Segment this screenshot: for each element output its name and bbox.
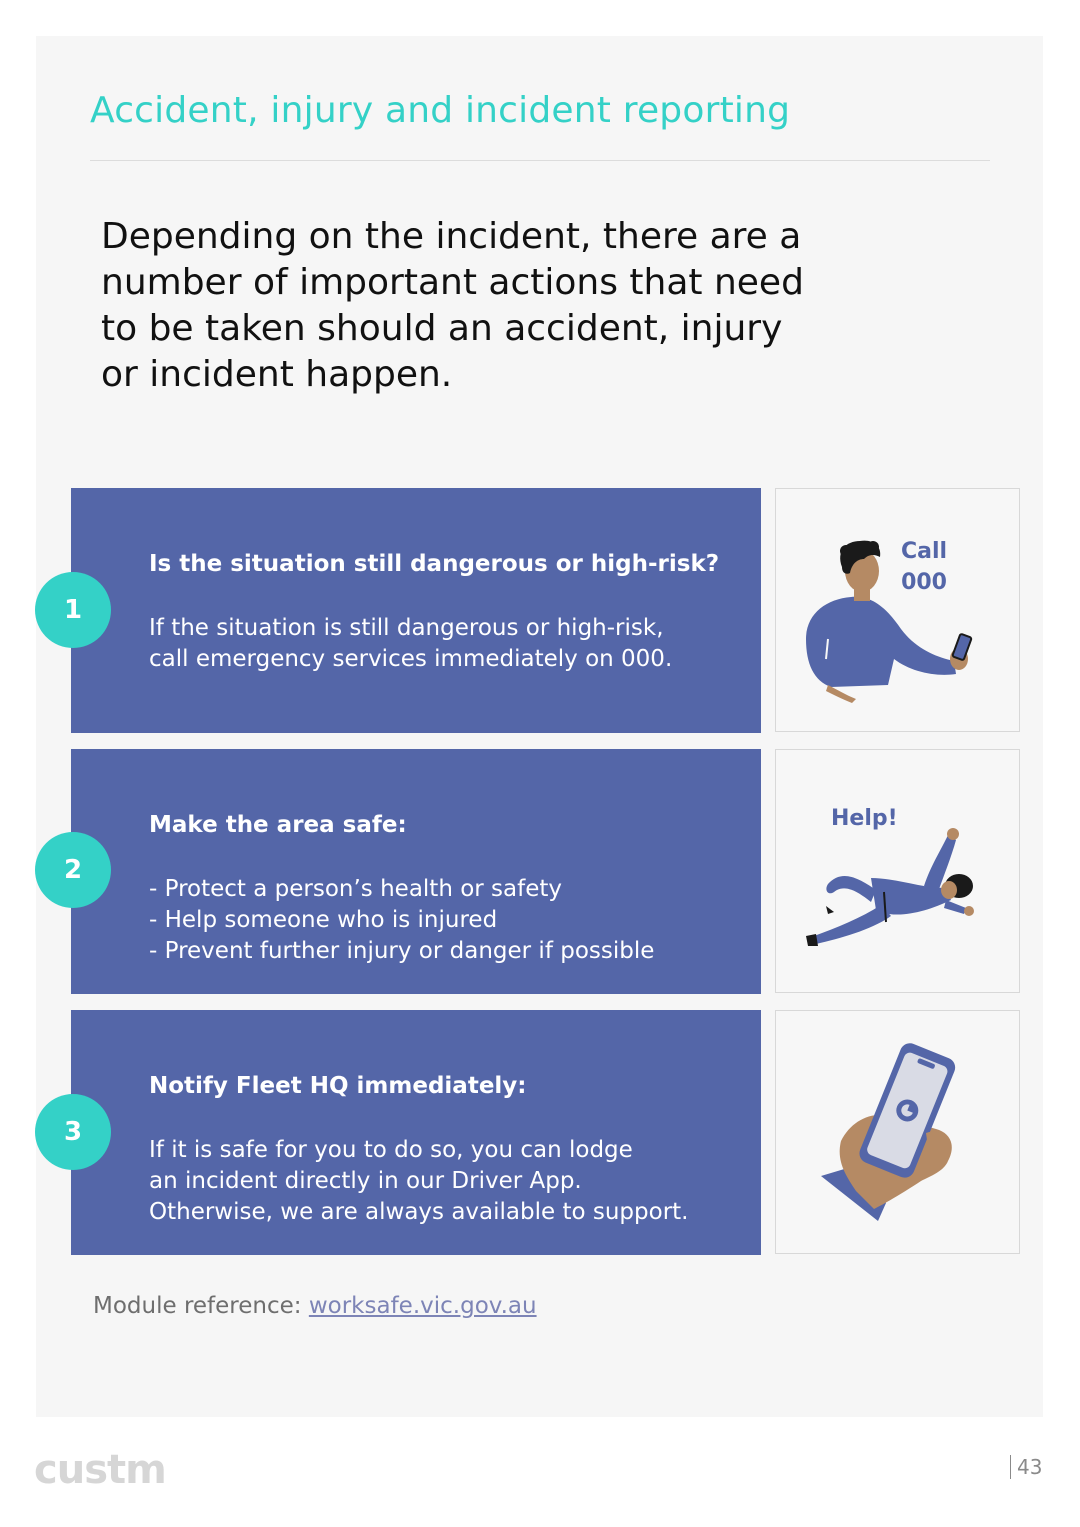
step-3-illustration xyxy=(775,1010,1020,1254)
step-3-line: Otherwise, we are always available to support. xyxy=(149,1199,689,1225)
step-2-heading: Make the area safe: xyxy=(149,812,407,838)
module-reference xyxy=(93,1293,537,1319)
page-title: Accident, injury and incident reporting xyxy=(90,90,791,131)
step-2-line: - Prevent further injury or danger if possible xyxy=(149,938,655,964)
step-1-text xyxy=(149,613,672,675)
call-000-label xyxy=(901,536,947,598)
step-2-text xyxy=(149,874,654,967)
custm-logo: custm xyxy=(34,1447,166,1493)
step-1-line: call emergency services immediately on 000. xyxy=(149,646,673,672)
step-1-number-badge: 1 xyxy=(35,572,111,648)
step-2-number-badge: 2 xyxy=(35,832,111,908)
intro-paragraph: Depending on the incident, there are a number of important actions that need to be taken should an accident, injury or incident happen. xyxy=(101,216,804,395)
person-calling-phone-icon xyxy=(776,489,1021,733)
worksafe-link[interactable]: worksafe.vic.gov.au xyxy=(308,1293,537,1319)
step-3-number-badge: 3 xyxy=(35,1094,111,1170)
step-2-line: - Help someone who is injured xyxy=(149,907,498,933)
step-3-heading: Notify Fleet HQ immediately: xyxy=(149,1073,527,1099)
step-1-line: If the situation is still dangerous or high-risk, xyxy=(149,615,664,641)
step-2-line: - Protect a person’s health or safety xyxy=(149,876,563,902)
step-1-box xyxy=(71,488,761,733)
step-2-box xyxy=(71,749,761,994)
hand-holding-phone-icon xyxy=(776,1011,1021,1255)
step-3-line: If it is safe for you to do so, you can lodge xyxy=(149,1137,633,1163)
call-label-line: Call xyxy=(901,539,948,564)
title-divider xyxy=(90,160,990,161)
step-1-illustration xyxy=(775,488,1020,732)
step-3-line: an incident directly in our Driver App. xyxy=(149,1168,582,1194)
call-label-line: 000 xyxy=(901,570,947,595)
step-2-illustration xyxy=(775,749,1020,993)
page-number: 43 xyxy=(1010,1455,1042,1479)
step-3-box xyxy=(71,1010,761,1255)
fallen-person-icon xyxy=(776,750,1021,994)
step-1-heading: Is the situation still dangerous or high-risk? xyxy=(149,551,720,577)
step-3-text xyxy=(149,1135,688,1228)
help-label: Help! xyxy=(831,806,898,831)
reference-label: Module reference: xyxy=(93,1293,302,1319)
